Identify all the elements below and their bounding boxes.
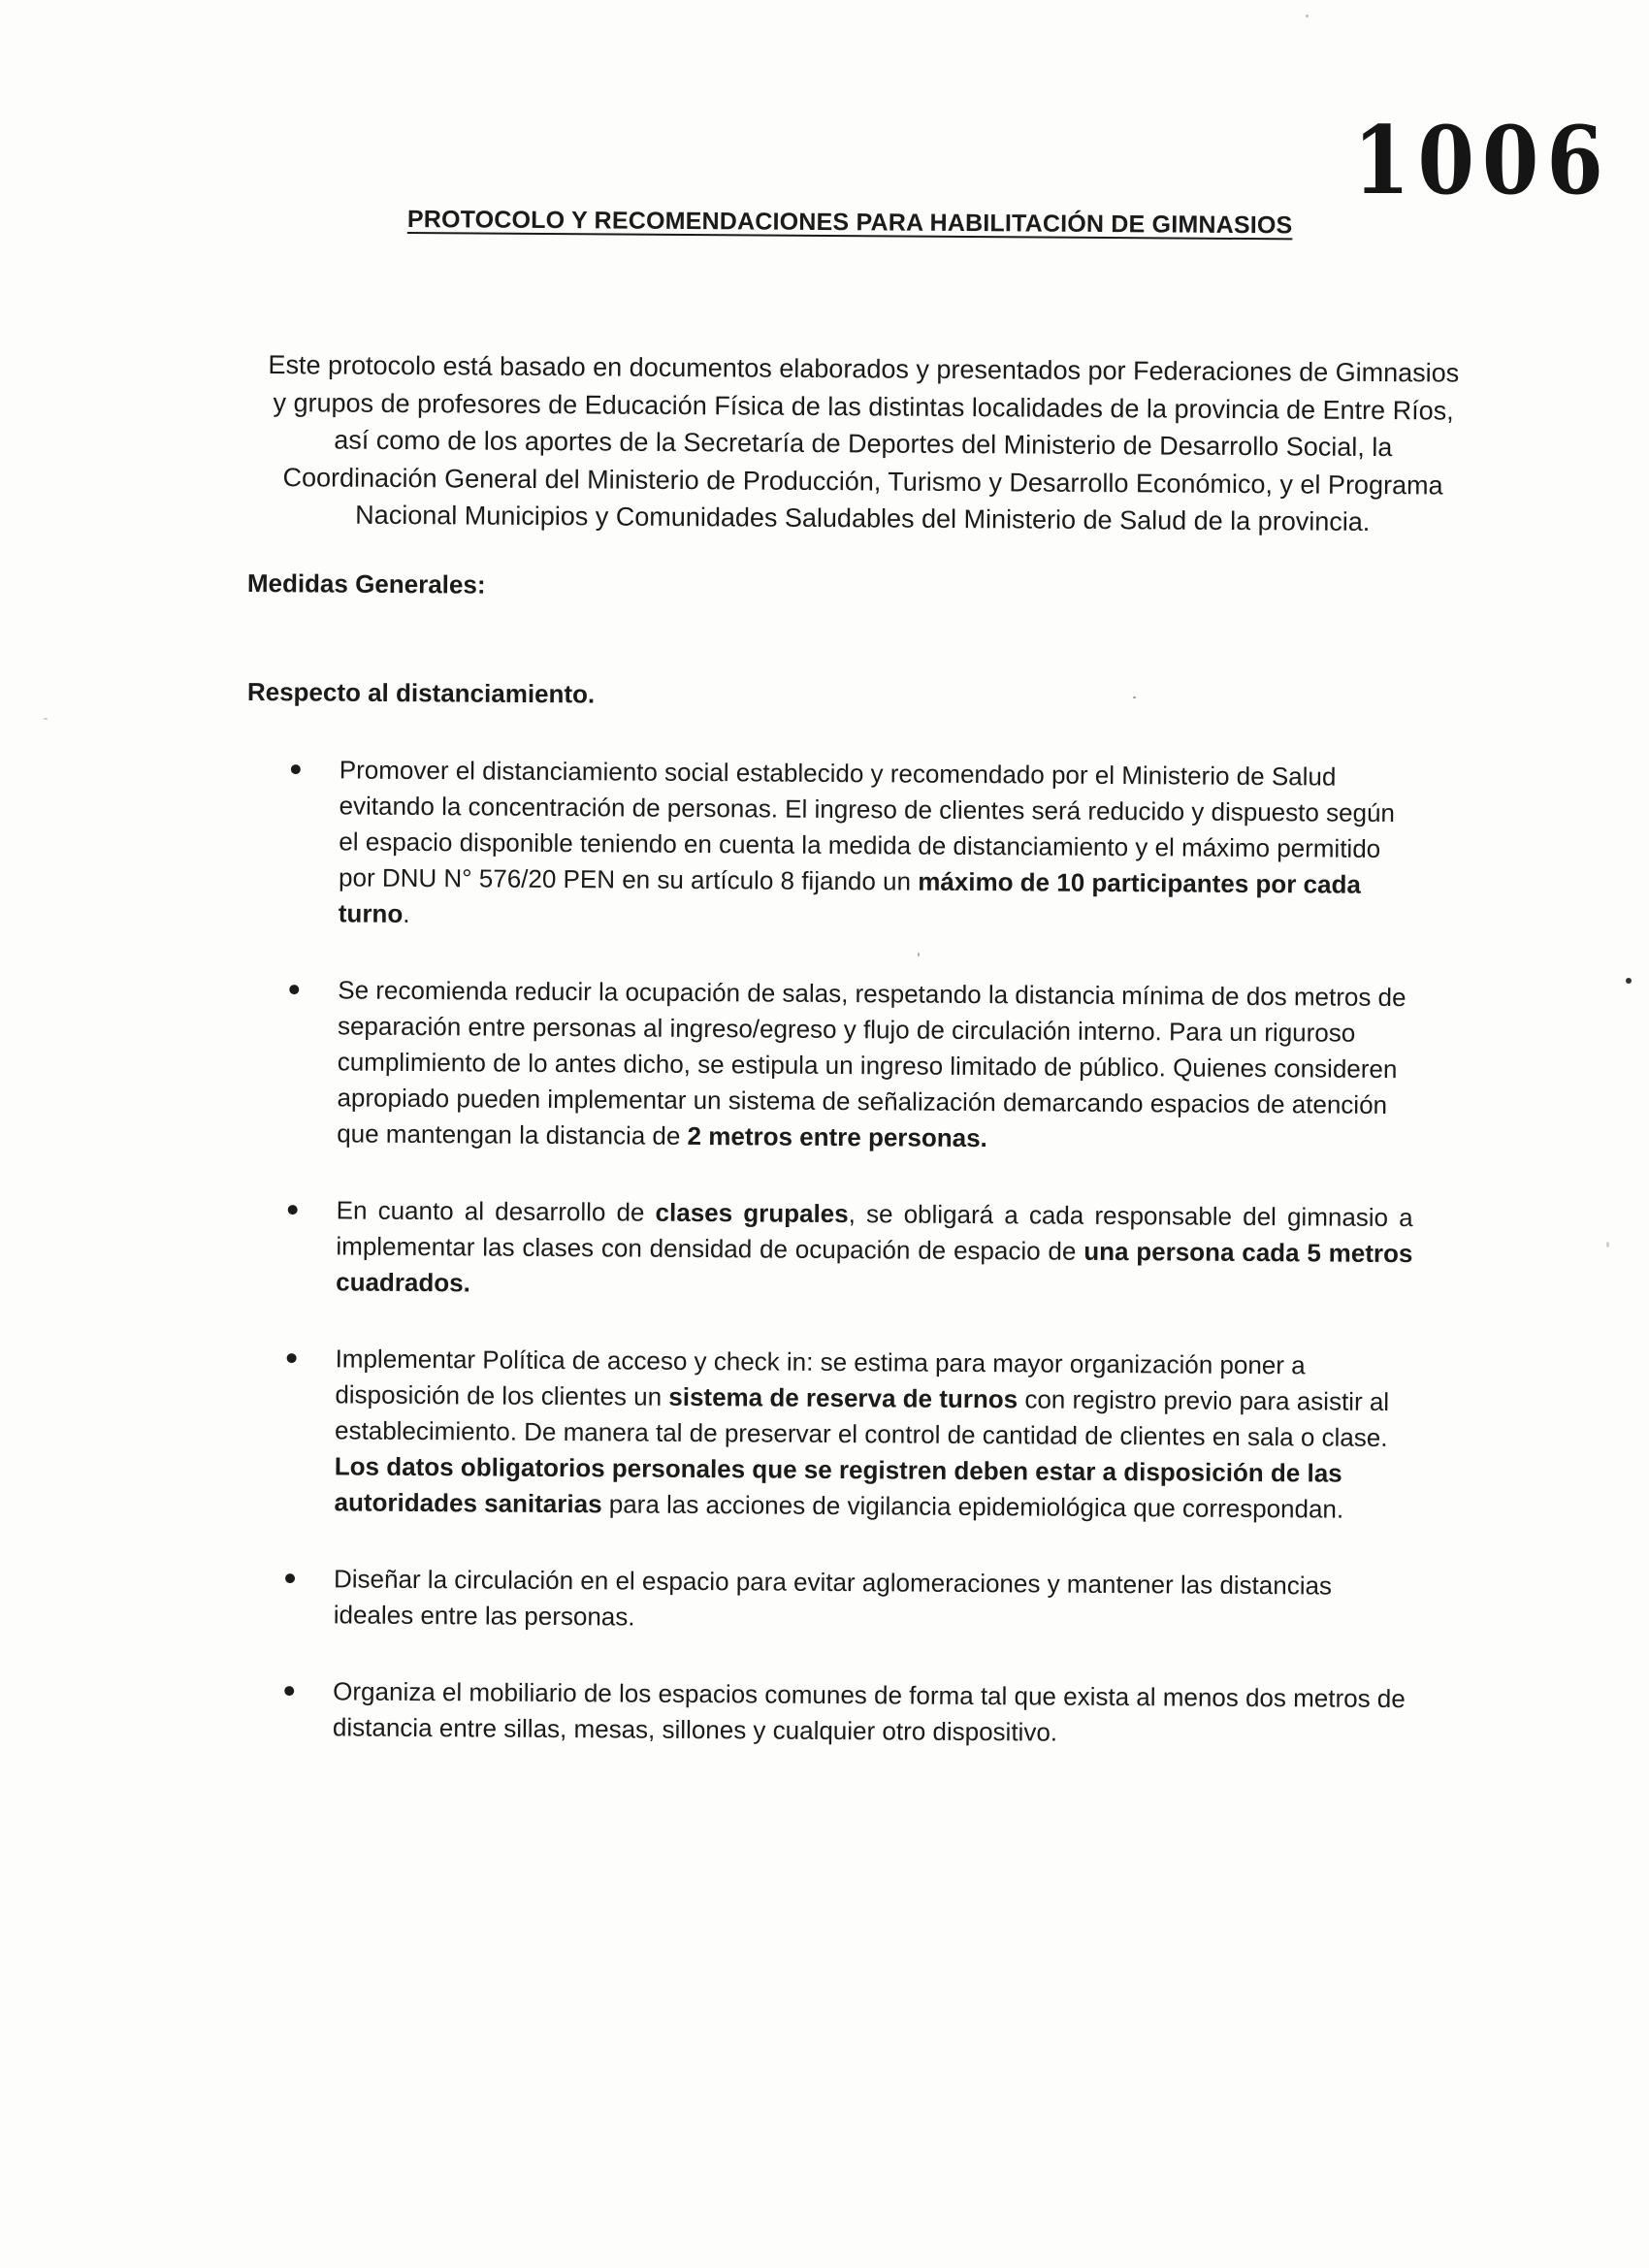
item-emphasis: una persona cada 5 metros cuadrados. <box>336 1236 1413 1298</box>
item-text: Se recomienda reducir la ocupación de salas, respetando la distancia mínima de dos metros de separación entre personas al ingreso/egreso y flujo de circulación interno. Para un riguroso cumplimiento de lo antes dicho, se estipula un ingreso limitado de público. Quienes consideren apropiado pueden implementar un sistema de señalización demarcando espacios de atención que mantengan la distancia de <box>337 975 1406 1150</box>
item-emphasis: clases grupales <box>655 1197 849 1229</box>
scan-speck <box>1626 978 1632 984</box>
bullet-icon <box>288 1205 298 1215</box>
subsection-heading: Respecto al distanciamiento. <box>246 677 596 709</box>
scan-speck <box>1133 697 1136 698</box>
item-text: con registro previo para asistir al establecimiento. De manera tal de preservar el control de cantidad de clientes en sala o clase. <box>335 1384 1390 1452</box>
item-emphasis: 2 metros entre personas. <box>687 1120 987 1153</box>
scan-speck <box>918 953 920 956</box>
bullet-icon <box>289 985 299 994</box>
document-title: PROTOCOLO Y RECOMENDACIONES PARA HABILITACIÓN DE GIMNASIOS <box>406 206 1293 240</box>
item-text: , se obligará a cada responsable del gimnasio a implementar las clases con densidad de ocupación de espacio de <box>336 1199 1413 1266</box>
document-number-stamp: 1006 <box>1353 105 1611 215</box>
scan-speck <box>1306 15 1309 17</box>
list-item <box>275 1561 1410 1640</box>
list-item <box>275 1341 1411 1528</box>
item-text: Diseñar la circulación en el espacio para evitar aglomeraciones y mantener las distancias ideales entre las personas. <box>333 1564 1333 1632</box>
item-emphasis: máximo de 10 participantes por cada turno <box>338 866 1361 928</box>
scan-speck <box>1606 1242 1609 1247</box>
section-heading: Medidas Generales: <box>246 568 486 599</box>
item-emphasis: sistema de reserva de turnos <box>668 1381 1018 1414</box>
bullet-icon <box>287 1353 297 1363</box>
item-text: para las acciones de vigilancia epidemiológica que correspondan. <box>601 1489 1344 1524</box>
list-item <box>277 1192 1413 1308</box>
bullet-icon <box>284 1686 294 1696</box>
list-item <box>280 752 1416 939</box>
item-text: Implementar Política de acceso y check in: se estima para mayor organización poner a disposición de los clientes un <box>335 1344 1306 1411</box>
list-item <box>275 1673 1409 1753</box>
intro-paragraph: Este protocolo está basado en documentos elaborados y presentados por Federaciones de Gimnasios y grupos de profesores de Educación Física de las distintas localidades de la provincia de Entre Ríos, así como de los aportes de la Secretaría de Deportes del Ministerio de Desarrollo Social, la Coordinación General del Ministerio de Producción, Turismo y Desarrollo Económico, y el Programa Nacional Municipios y Comunidades Saludables del Ministerio de Salud de la provincia. <box>268 350 1460 536</box>
item-text: . <box>403 898 410 928</box>
item-text: Promover el distanciamiento social establecido y recomendado por el Ministerio de Salud evitando la concentración de personas. El ingreso de clientes será reducido y dispuesto según el espacio disponible teniendo en cuenta la medida de distanciamiento y el máximo permitido por DNU N° 576/20 PEN en su artículo 8 fijando un <box>338 755 1396 896</box>
measures-list <box>275 752 1416 1794</box>
item-text: Organiza el mobiliario de los espacios comunes de forma tal que exista al menos dos metros de distancia entre sillas, mesas, sillones y cualquier otro dispositivo. <box>332 1676 1406 1747</box>
bullet-icon <box>291 764 301 774</box>
item-text: En cuanto al desarrollo de <box>336 1195 656 1227</box>
bullet-icon <box>285 1573 295 1583</box>
scan-speck <box>44 718 48 720</box>
list-item <box>278 972 1414 1159</box>
item-emphasis: Los datos obligatorios personales que se registren deben estar a disposición de las autoridades sanitarias <box>334 1451 1342 1519</box>
